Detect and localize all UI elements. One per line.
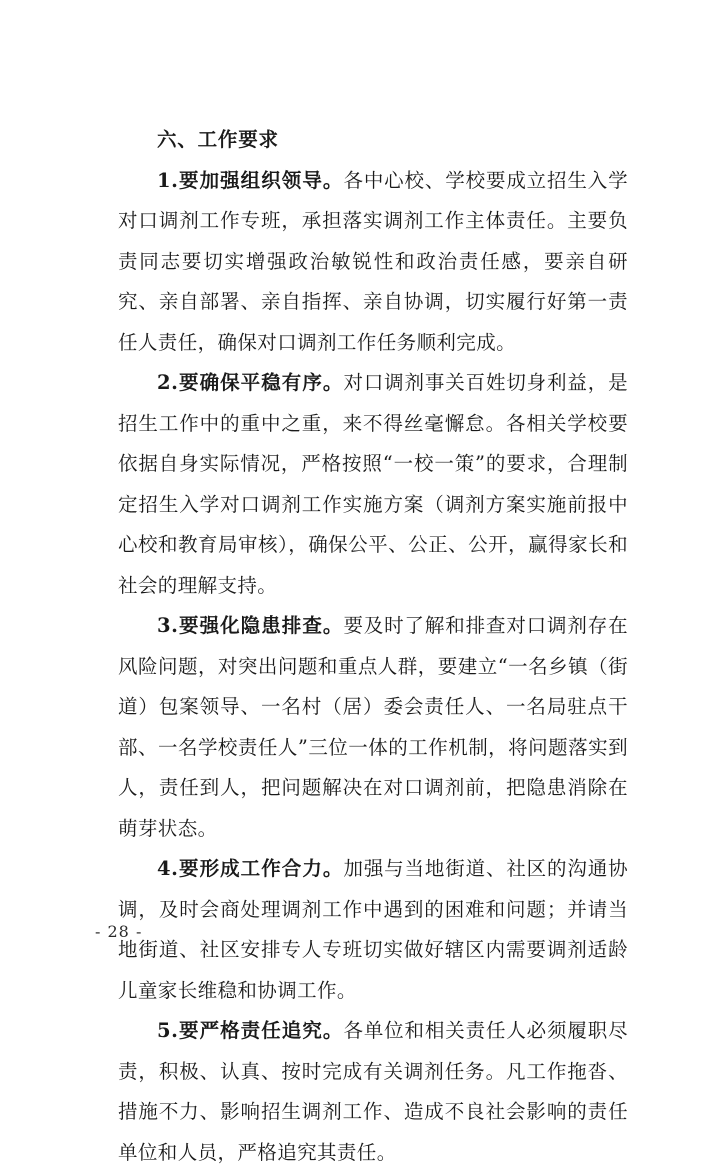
- page-number: - 28 -: [95, 922, 143, 941]
- paragraph-1: [118, 161, 628, 364]
- paragraph-4-text: 加强与当地街道、社区的沟通协调，及时会商处理调剂工作中遇到的困难和问题；并请当地街道、社区安排专人专班切实做好辖区内需要调剂适龄儿童家长维稳和协调工作。: [118, 857, 628, 1002]
- paragraph-5: [118, 1011, 628, 1173]
- paragraph-1-text: 各中心校、学校要成立招生入学对口调剂工作专班，承担落实调剂工作主体责任。主要负责同志要切实增强政治敏锐性和政治责任感，要亲自研究、亲自部署、亲自指挥、亲自协调，切实履行好第一责任人责任，确保对口调剂工作任务顺利完成。: [118, 168, 628, 354]
- paragraph-3-text: 要及时了解和排查对口调剂存在风险问题，对突出问题和重点人群，要建立“一名乡镇（街道）包案领导、一名村（居）委会责任人、一名局驻点干部、一名学校责任人”三位一体的工作机制，将问题落实到人，责任到人，把问题解决在对口调剂前，把隐患消除在萌芽状态。: [118, 614, 628, 840]
- paragraph-2-text: 对口调剂事关百姓切身利益，是招生工作中的重中之重，来不得丝毫懈怠。各相关学校要依据自身实际情况，严格按照“一校一策”的要求，合理制定招生入学对口调剂工作实施方案（调剂方案实施前报中心校和教育局审核），确保公平、公正、公开，赢得家长和社会的理解支持。: [118, 371, 628, 597]
- paragraph-3: [118, 606, 628, 849]
- paragraph-5-text: 各单位和相关责任人必须履职尽责，积极、认真、按时完成有关调剂任务。凡工作拖沓、措施不力、影响招生调剂工作、造成不良社会影响的责任单位和人员，严格追究其责任。: [118, 1019, 628, 1164]
- paragraph-3-lead: 3.要强化隐患排查。: [157, 614, 344, 637]
- paragraph-2-lead: 2.要确保平稳有序。: [157, 371, 344, 394]
- section-heading: 六、工作要求: [157, 128, 279, 151]
- paragraph-4-lead: 4.要形成工作合力。: [157, 857, 344, 880]
- document-body: [118, 120, 628, 1173]
- paragraph-1-lead: 1.要加强组织领导。: [157, 168, 344, 192]
- paragraph-5-lead: 5.要严格责任追究。: [157, 1019, 344, 1042]
- paragraph-2: [118, 363, 628, 606]
